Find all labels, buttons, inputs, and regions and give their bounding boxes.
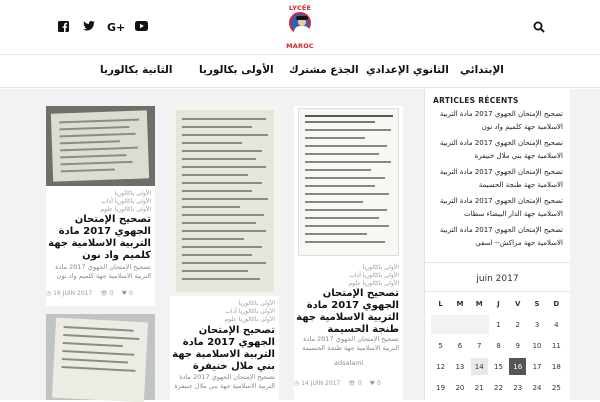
post-card[interactable] <box>294 106 403 400</box>
calendar-header-row <box>431 294 566 313</box>
post-card[interactable] <box>170 106 279 400</box>
weekday-label: S <box>534 299 540 308</box>
heart-icon: ♥ 0 <box>121 290 133 297</box>
calendar-day: 21 <box>474 383 484 392</box>
post-date: 16 JUIN 2017 <box>53 290 93 297</box>
nav-item-first-bac[interactable]: الأولى بكالوريا <box>199 64 274 76</box>
nav-item-primary[interactable]: الإبتدائي <box>460 64 504 76</box>
calendar-week <box>431 357 566 376</box>
recent-article-link[interactable]: تصحيح الإمتحان الجهوي 2017 مادة التربية الاسلامية جهة بني ملال خنيفرة <box>439 139 563 160</box>
post-likes: 0 <box>376 380 381 387</box>
calendar-day: 2 <box>515 320 520 329</box>
post-excerpt: تصحيح الإمتحان الجهوي 2017 مادة التربية الاسلامية جهة بني ملال خنيفرة <box>174 373 275 390</box>
calendar-day: 25 <box>551 383 561 392</box>
calendar-day: 6 <box>457 341 463 350</box>
post-card[interactable] <box>46 106 155 306</box>
calendar-day: 5 <box>438 341 443 350</box>
nav-item-second-bac[interactable]: الثانية بكالوريا <box>100 64 173 76</box>
post-meta <box>46 290 133 297</box>
calendar-day: 1 <box>496 320 501 329</box>
views-icon: 👁 0 <box>100 290 114 297</box>
recent-articles-list <box>433 108 563 253</box>
calendar-week <box>431 315 566 334</box>
post-views: 0 <box>109 290 114 297</box>
recent-article-link[interactable]: تصحيح الإمتحان الجهوي 2017 مادة التربية الاسلامية جهة كلميم واد نون <box>439 110 563 131</box>
calendar-widget <box>425 262 570 400</box>
recent-article-link[interactable]: تصحيح الإمتحان الجهوي 2017 مادة التربية الاسلامية جهة طنجة الحسيمة <box>439 168 563 189</box>
calendar-day: 10 <box>532 341 542 350</box>
recent-articles-title: ARTICLES RÉCENTS <box>433 96 519 105</box>
weekday-label: L <box>438 299 443 308</box>
calendar-day: 8 <box>496 341 501 350</box>
logo-bottom-text: MAROC <box>286 42 314 50</box>
post-thumbnail[interactable] <box>46 314 155 400</box>
calendar-day: 7 <box>476 341 482 350</box>
weekday-label: M <box>475 299 483 308</box>
post-meta <box>294 380 381 387</box>
calendar-day: 12 <box>436 362 446 371</box>
post-title[interactable]: تصحيح الإمتحان الجهوي 2017 مادة التربية الاسلامية جهة طنجة الحسيمة <box>296 288 399 335</box>
site-logo[interactable] <box>284 4 316 50</box>
logo-emblem <box>289 12 311 34</box>
post-thumbnail[interactable] <box>294 106 403 258</box>
post-views: 0 <box>357 380 362 387</box>
svg-text:G+: G+ <box>107 20 126 34</box>
calendar-day: 3 <box>534 320 540 329</box>
post-date: 14 JUIN 2017 <box>301 380 341 387</box>
nav-item-middle-school[interactable]: الثانوي الإعدادي <box>366 64 449 76</box>
nav-item-common-core[interactable]: الجذع مشترك <box>289 64 359 76</box>
post-categories[interactable]: الأولى باكالوريا الأولى باكالوريا أداب الأولى باكالوريا علوم <box>224 300 275 323</box>
post-author[interactable]: adsalami <box>334 359 364 367</box>
calendar-empty-cell <box>431 315 450 334</box>
social-links <box>50 17 154 35</box>
youtube-icon[interactable] <box>128 17 154 35</box>
calendar-day: 9 <box>515 341 520 350</box>
calendar-day: 4 <box>554 320 559 329</box>
views-icon: 👁 0 <box>348 380 362 387</box>
site-header <box>0 0 600 54</box>
calendar-day: 15 <box>494 362 503 371</box>
twitter-icon[interactable] <box>76 17 102 35</box>
calendar-day: 20 <box>455 383 465 392</box>
calendar-caption: juin 2017 <box>476 274 519 284</box>
post-likes: 0 <box>128 290 133 297</box>
search-icon[interactable] <box>533 18 549 34</box>
post-thumbnail[interactable] <box>170 106 279 296</box>
calendar-day: 18 <box>551 362 561 371</box>
weekday-label: J <box>497 299 500 308</box>
post-categories[interactable]: الأولى باكالوريا الأولى باكالوريا أداب الأولى باكالوريا علوم <box>100 190 151 213</box>
weekday-label: D <box>553 299 560 308</box>
post-card[interactable] <box>46 314 155 400</box>
heart-icon: ♥ 0 <box>369 380 381 387</box>
calendar-day: 24 <box>532 383 542 392</box>
recent-article-link[interactable]: تصحيح الإمتحان الجهوي 2017 مادة التربية الاسلامية جهة الدار البيضاء سطات <box>439 197 563 218</box>
recent-article-link[interactable]: تصحيح الإمتحان الجهوي 2017 مادة التربية الاسلامية جهة مراكش-- اسفي <box>439 226 563 247</box>
calendar-day: 22 <box>494 383 503 392</box>
calendar-week <box>431 378 566 397</box>
calendar-empty-cell <box>470 315 489 334</box>
calendar-day: 13 <box>455 362 465 371</box>
calendar-week <box>431 336 566 355</box>
date-icon: ◷ 14 JUIN 2017 <box>294 380 341 387</box>
post-title[interactable]: تصحيح الإمتحان الجهوي 2017 مادة التربية الاسلامية جهة كلميم واد نون <box>48 214 151 261</box>
post-excerpt: تصحيح الإمتحان الجهوي 2017 مادة التربية الاسلامية جهة طنجة الحسيمة <box>302 335 399 352</box>
post-excerpt: تصحيح الإمتحان الجهوي 2017 مادة التربية الاسلامية جهة كلميم واد نون <box>55 263 151 280</box>
calendar-day: 23 <box>513 383 523 392</box>
calendar-day: 17 <box>532 362 542 371</box>
facebook-icon[interactable] <box>50 17 76 35</box>
date-icon: ◷ 16 JUIN 2017 <box>46 290 93 297</box>
post-title[interactable]: تصحيح الإمتحان الجهوي 2017 مادة التربية الاسلامية جهة بني ملال خنيفرة <box>172 325 275 372</box>
logo-top-text: LYCÉE <box>288 4 312 12</box>
calendar-day-today[interactable]: 16 <box>509 358 526 375</box>
main-nav <box>0 54 600 88</box>
calendar-day-link[interactable]: 14 <box>471 358 488 375</box>
calendar-empty-cell <box>450 315 469 334</box>
weekday-label: V <box>515 299 521 308</box>
calendar-day: 19 <box>436 383 446 392</box>
post-thumbnail[interactable] <box>46 106 155 186</box>
weekday-label: M <box>456 299 464 308</box>
calendar-day: 11 <box>551 341 561 350</box>
post-categories[interactable]: الأولى باكالوريا الأولى باكالوريا أداب الأولى باكالوريا علوم <box>348 264 399 287</box>
google-plus-icon[interactable] <box>102 17 128 35</box>
